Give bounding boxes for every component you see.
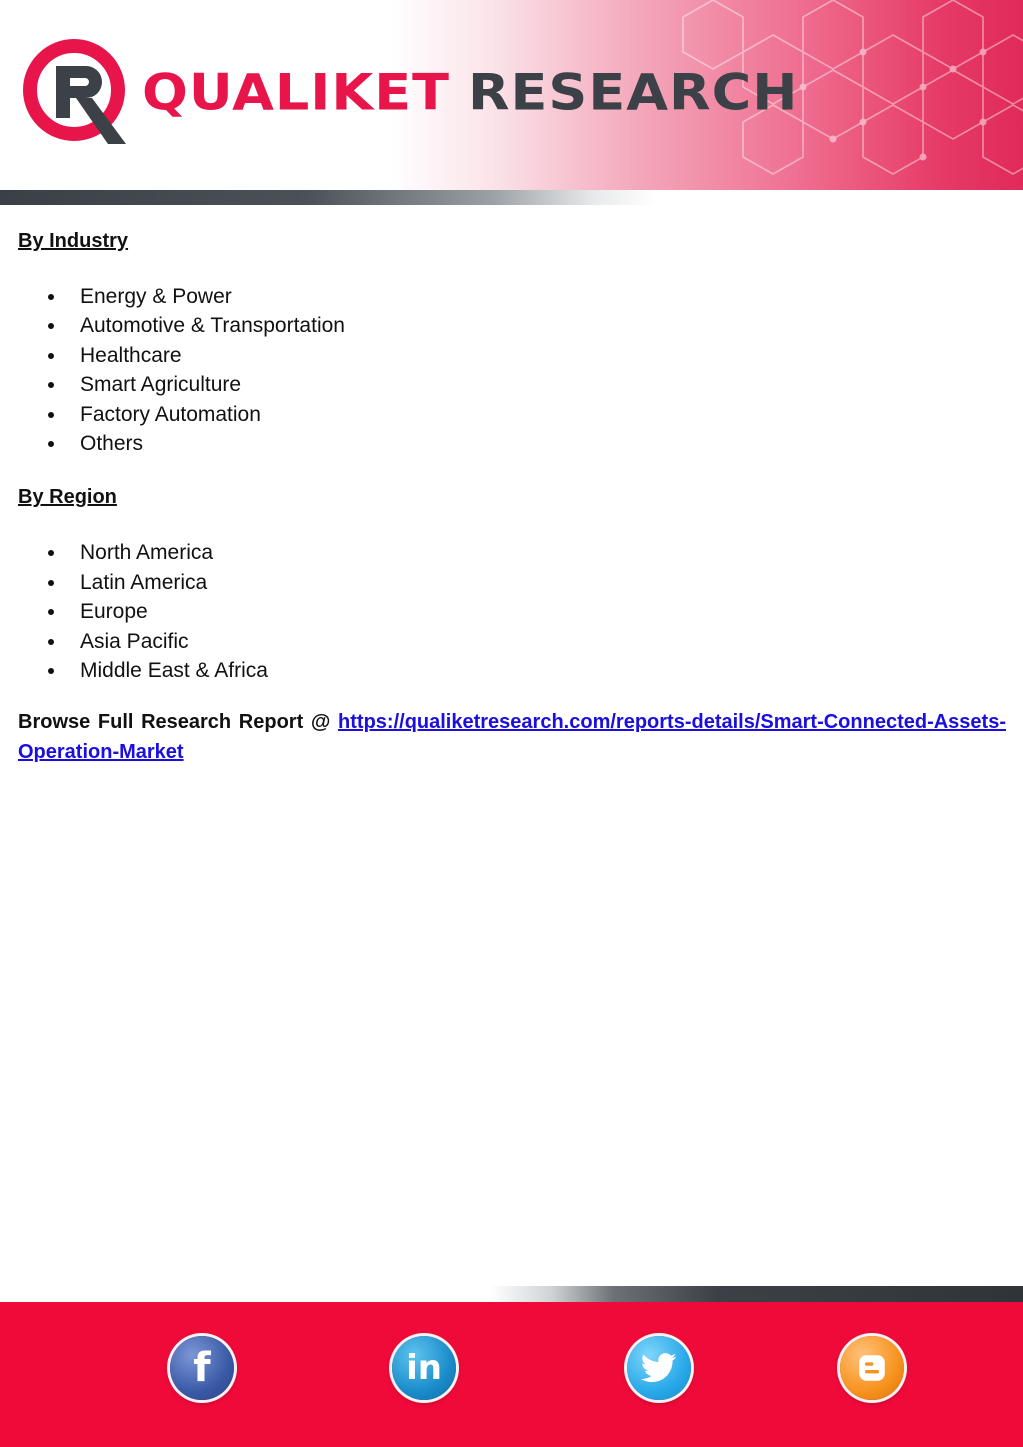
- bullet-icon: [48, 609, 54, 615]
- header-divider: [0, 190, 1023, 205]
- bullet-icon: [48, 580, 54, 586]
- report-link[interactable]: https://qualiketresearch.com/reports-details/Smart-Connected-Assets-Operation-Market: [18, 711, 1006, 764]
- list-item-label: Factory Automation: [80, 402, 261, 426]
- browse-label: Browse Full Research Report @: [18, 711, 331, 734]
- linkedin-icon[interactable]: [392, 1336, 456, 1400]
- bullet-icon: [48, 382, 54, 388]
- footer-divider: [0, 1286, 1023, 1302]
- bullet-icon: [48, 353, 54, 359]
- section-title-region: By Region: [18, 486, 117, 509]
- list-item: [18, 311, 1006, 340]
- page-header: [0, 0, 1023, 190]
- list-item: [18, 429, 1006, 458]
- list-item: [18, 400, 1006, 429]
- list-item-label: Healthcare: [80, 343, 182, 367]
- bullet-icon: [48, 441, 54, 447]
- list-item-label: Others: [80, 431, 144, 455]
- facebook-icon[interactable]: [170, 1336, 234, 1400]
- list-item-label: Europe: [80, 600, 148, 624]
- list-item: [18, 656, 1006, 685]
- bullet-icon: [48, 323, 54, 329]
- bullet-icon: [48, 550, 54, 556]
- list-item: [18, 538, 1006, 567]
- list-item: [18, 627, 1006, 656]
- list-item-label: Asia Pacific: [80, 629, 189, 653]
- twitter-icon[interactable]: [627, 1336, 691, 1400]
- brand-name-secondary: RESEARCH: [467, 63, 799, 122]
- industry-list: [18, 282, 1006, 458]
- list-item: [18, 568, 1006, 597]
- list-item-label: Smart Agriculture: [80, 373, 242, 397]
- qualiket-logo-icon: [22, 36, 132, 148]
- document-body: [18, 226, 1006, 787]
- blogger-glyph-icon: [855, 1351, 889, 1385]
- bullet-icon: [48, 668, 54, 674]
- region-list: [18, 538, 1006, 685]
- bullet-icon: [48, 639, 54, 645]
- list-item: [18, 597, 1006, 626]
- browse-report-paragraph: [18, 707, 1006, 767]
- facebook-glyph: f: [193, 1345, 211, 1391]
- list-item-label: Middle East & Africa: [80, 658, 268, 682]
- linkedin-glyph: in: [406, 1348, 442, 1388]
- list-item-label: North America: [80, 541, 214, 565]
- section-title-industry: By Industry: [18, 230, 129, 252]
- list-item: [18, 282, 1006, 311]
- list-item-label: Automotive & Transportation: [80, 314, 345, 338]
- list-item-label: Latin America: [80, 570, 208, 594]
- brand-wordmark: [142, 64, 798, 121]
- twitter-bird-icon: [641, 1353, 677, 1383]
- bullet-icon: [48, 294, 54, 300]
- list-item: [18, 370, 1006, 399]
- list-item-label: Energy & Power: [80, 285, 232, 308]
- brand-name-primary: QUALIKET: [142, 63, 450, 122]
- list-item: [18, 341, 1006, 370]
- blogger-icon[interactable]: [840, 1336, 904, 1400]
- section-spacer: [18, 458, 1006, 482]
- bullet-icon: [48, 412, 54, 418]
